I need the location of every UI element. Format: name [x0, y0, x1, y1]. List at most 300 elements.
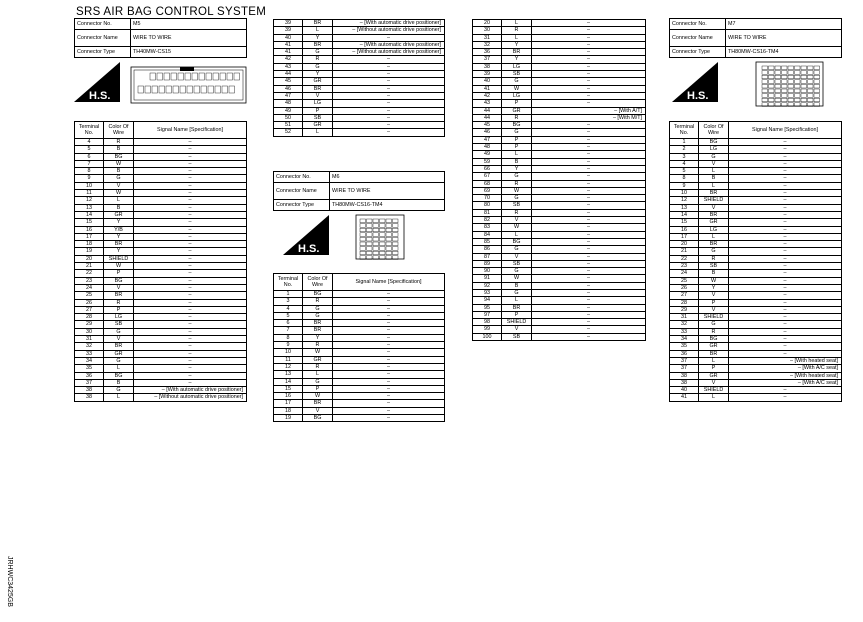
terminal-no: 85 [473, 238, 502, 245]
wire-color: G [303, 305, 333, 312]
signal-name: – [134, 153, 247, 160]
wire-color: G [303, 49, 333, 56]
table-row [670, 365, 842, 372]
connector-cavity [795, 84, 801, 88]
connector-cavity [788, 84, 794, 88]
signal-name: – [134, 372, 247, 379]
connector-cavity [393, 233, 399, 237]
wire-color: GR [303, 356, 333, 363]
signal-name: – [134, 160, 247, 167]
connector-cavity [795, 89, 801, 93]
wire-color: W [502, 224, 532, 231]
connector-cavity [795, 75, 801, 79]
m6-connector-type: TH80MW-CS16-TM4 [330, 200, 445, 211]
table-row [473, 275, 646, 282]
connector-cavity [386, 228, 392, 232]
table-row [473, 78, 646, 85]
signal-name: – [532, 246, 646, 253]
terminal-no: 13 [75, 204, 104, 211]
table-row [274, 363, 445, 370]
terminal-no: 29 [75, 321, 104, 328]
wire-color: GR [303, 122, 333, 129]
wire-color: BR [303, 327, 333, 334]
terminal-no: 81 [473, 209, 502, 216]
connector-cavity [769, 80, 775, 84]
wire-color: SHIELD [699, 387, 729, 394]
wire-color: W [502, 85, 532, 92]
signal-name: – [532, 260, 646, 267]
wire-color: V [699, 306, 729, 313]
wire-color: Y [303, 34, 333, 41]
signal-name: – [134, 365, 247, 372]
signal-name: – [333, 63, 445, 70]
signal-name: – [134, 292, 247, 299]
table-row [670, 350, 842, 357]
terminal-no: 90 [473, 268, 502, 275]
wire-color: P [303, 107, 333, 114]
signal-name: – [333, 320, 445, 327]
wire-color: LG [502, 92, 532, 99]
connector-cavity [208, 86, 214, 93]
signal-name: – [333, 363, 445, 370]
terminal-no: 30 [473, 27, 502, 34]
table-row [274, 400, 445, 407]
table-row [473, 217, 646, 224]
wire-color: BR [303, 85, 333, 92]
table-row [473, 56, 646, 63]
signal-name: – [729, 394, 842, 401]
signal-name: – [134, 263, 247, 270]
terminal-no: 37 [473, 56, 502, 63]
table-row [75, 270, 247, 277]
connector-cavity [373, 242, 379, 246]
terminal-no: 24 [670, 270, 699, 277]
table-row [75, 160, 247, 167]
signal-name: – [333, 356, 445, 363]
wire-color: BR [104, 292, 134, 299]
signal-name: – [With automatic drive positioner] [333, 20, 445, 27]
wire-color: BR [303, 41, 333, 48]
table-row [473, 289, 646, 296]
connector-cavity [220, 73, 226, 80]
connector-cavity [367, 219, 373, 223]
connector-cavity [814, 80, 820, 84]
terminal-no: 1 [274, 291, 303, 298]
m5-connector-type: TH40MW-CS15 [131, 47, 247, 58]
table-row [670, 387, 842, 394]
terminal-no: 6 [274, 320, 303, 327]
table-row [473, 319, 646, 326]
connector-cavity [775, 84, 781, 88]
signal-name: – [729, 160, 842, 167]
connector-cavity [380, 242, 386, 246]
connector-type-label: Connector Type [274, 200, 330, 211]
terminal-no: 39 [274, 20, 303, 27]
table-row [274, 305, 445, 312]
terminal-no: 19 [274, 415, 303, 422]
signal-name: – [729, 248, 842, 255]
terminal-header: Terminal No. [274, 274, 303, 291]
wire-color: G [104, 175, 134, 182]
terminal-no: 45 [274, 78, 303, 85]
table-row [75, 219, 247, 226]
signal-name: – [532, 27, 646, 34]
wire-color: LG [104, 314, 134, 321]
connector-cavity [801, 75, 807, 79]
table-row [670, 314, 842, 321]
wire-color: L [303, 129, 333, 136]
connector-cavity [367, 237, 373, 241]
signal-name: – [729, 336, 842, 343]
wire-color: W [104, 160, 134, 167]
wire-color: L [104, 394, 134, 401]
terminal-no: 47 [274, 92, 303, 99]
signal-name: – [729, 284, 842, 291]
wire-color: SB [502, 333, 532, 340]
signal-name: – [532, 289, 646, 296]
connector-cavity [814, 94, 820, 98]
terminal-no: 33 [670, 328, 699, 335]
terminal-no: 14 [274, 378, 303, 385]
signal-name: – [532, 217, 646, 224]
table-row [75, 314, 247, 321]
connector-cavity [173, 86, 179, 93]
connector-cavity [782, 89, 788, 93]
table-row [75, 211, 247, 218]
terminal-no: 38 [473, 63, 502, 70]
color-header: Color Of Wire [303, 274, 333, 291]
terminal-no: 4 [75, 139, 104, 146]
connector-cavity [180, 86, 186, 93]
terminal-no: 12 [670, 197, 699, 204]
wire-color: V [502, 253, 532, 260]
table-row [670, 241, 842, 248]
connector-cavity [373, 224, 379, 228]
m6-connector-no: M6 [330, 172, 445, 183]
table-row [75, 321, 247, 328]
table-row [473, 326, 646, 333]
terminal-no: 33 [75, 350, 104, 357]
terminal-no: 10 [75, 182, 104, 189]
connector-cavity [164, 73, 170, 80]
signal-name: – [729, 182, 842, 189]
wire-color: GR [303, 78, 333, 85]
signal-name: – [134, 299, 247, 306]
table-row [473, 180, 646, 187]
signal-name: – [532, 180, 646, 187]
m7-connector-no: M7 [726, 19, 842, 30]
wire-color: W [502, 275, 532, 282]
terminal-no: 10 [670, 190, 699, 197]
m6-connector-info [273, 171, 445, 211]
table-row [473, 195, 646, 202]
terminal-no: 32 [473, 41, 502, 48]
table-row [473, 144, 646, 151]
connector-cavity [380, 251, 386, 255]
signal-name: – [532, 100, 646, 107]
terminal-no: 15 [670, 219, 699, 226]
m5-connector-no: M5 [131, 19, 247, 30]
connector-cavity [206, 73, 212, 80]
wire-color: SB [699, 263, 729, 270]
connector-cavity [234, 73, 240, 80]
signal-name: – [532, 209, 646, 216]
connector-cavity [801, 80, 807, 84]
signal-name: – [333, 114, 445, 121]
wire-color: Y [303, 71, 333, 78]
table-row [670, 299, 842, 306]
signal-name: – [Without automatic drive positioner] [333, 27, 445, 34]
signal-name: – [134, 182, 247, 189]
signal-name: – [532, 34, 646, 41]
connector-type-label: Connector Type [670, 47, 726, 58]
connector-cavity [171, 73, 177, 80]
wire-color: G [502, 289, 532, 296]
connector-cavity [795, 80, 801, 84]
table-row [473, 224, 646, 231]
wire-color: R [303, 298, 333, 305]
signal-name: – [532, 304, 646, 311]
signal-name: – [532, 238, 646, 245]
table-row [75, 182, 247, 189]
wire-color: SB [502, 71, 532, 78]
terminal-no: 34 [670, 336, 699, 343]
connector-cavity [808, 94, 814, 98]
connector-cavity [788, 80, 794, 84]
signal-name: – [729, 270, 842, 277]
table-row [274, 56, 445, 63]
connector-cavity [380, 224, 386, 228]
connector-cavity [814, 71, 820, 75]
terminal-no: 11 [75, 190, 104, 197]
connector-cavity [775, 94, 781, 98]
terminal-header: Terminal No. [670, 122, 699, 139]
terminal-no: 41 [274, 41, 303, 48]
wire-color: P [502, 100, 532, 107]
connector-cavity [762, 75, 768, 79]
signal-name: – [134, 190, 247, 197]
signal-name: – [729, 299, 842, 306]
wire-color: G [104, 328, 134, 335]
signal-name: – [729, 226, 842, 233]
wire-color: R [502, 114, 532, 121]
connector-cavity [788, 75, 794, 79]
connector-cavity [814, 66, 820, 70]
table-row [75, 255, 247, 262]
table-row [75, 175, 247, 182]
terminal-no: 45 [473, 122, 502, 129]
connector-cavity [393, 251, 399, 255]
connector-cavity [373, 228, 379, 232]
m5-terminal-table-continued [273, 19, 445, 137]
wire-color: Y/B [104, 226, 134, 233]
wire-color: Y [104, 219, 134, 226]
wire-color: BG [502, 122, 532, 129]
signal-name: – [134, 277, 247, 284]
signal-name: – [532, 63, 646, 70]
signal-name: – [532, 195, 646, 202]
signal-name: – [532, 202, 646, 209]
terminal-no: 3 [670, 153, 699, 160]
wire-color: SB [104, 321, 134, 328]
signal-name: – [333, 415, 445, 422]
connector-cavity [782, 71, 788, 75]
table-row [75, 379, 247, 386]
table-row [75, 365, 247, 372]
table-row [473, 260, 646, 267]
wire-color: G [502, 195, 532, 202]
connector-cavity [808, 84, 814, 88]
terminal-no: 51 [274, 122, 303, 129]
connector-cavity [386, 219, 392, 223]
wire-color: BR [699, 190, 729, 197]
connector-name-label: Connector Name [75, 30, 131, 47]
wire-color: R [104, 299, 134, 306]
connector-cavity [769, 98, 775, 102]
table-row [670, 226, 842, 233]
signal-name: – [532, 333, 646, 340]
terminal-no: 42 [274, 56, 303, 63]
terminal-no: 21 [75, 263, 104, 270]
wire-color: GR [699, 343, 729, 350]
signal-name: – [134, 146, 247, 153]
terminal-no: 97 [473, 311, 502, 318]
connector-cavity [360, 237, 366, 241]
signal-name: – [333, 100, 445, 107]
table-row [473, 27, 646, 34]
terminal-no: 84 [473, 231, 502, 238]
wire-color: L [502, 297, 532, 304]
wire-color: SHIELD [699, 314, 729, 321]
signal-name: – [134, 379, 247, 386]
m6-connector-name: WIRE TO WIRE [330, 183, 445, 200]
signal-name: – [134, 226, 247, 233]
connector-cavity [380, 233, 386, 237]
terminal-no: 14 [75, 211, 104, 218]
wire-color: G [699, 153, 729, 160]
connector-no-label: Connector No. [274, 172, 330, 183]
connector-cavity [367, 228, 373, 232]
terminal-no: 28 [75, 314, 104, 321]
signal-name: – [333, 92, 445, 99]
wire-color: LG [303, 100, 333, 107]
connector-cavity [795, 66, 801, 70]
connector-cavity [215, 86, 221, 93]
connector-cavity [814, 98, 820, 102]
table-row [473, 151, 646, 158]
signal-name: – [532, 275, 646, 282]
terminal-no: 7 [274, 327, 303, 334]
table-row [473, 165, 646, 172]
wire-color: Y [104, 248, 134, 255]
table-row [670, 263, 842, 270]
terminal-no: 2 [670, 146, 699, 153]
signal-name: – [134, 233, 247, 240]
wire-color: GR [104, 350, 134, 357]
table-row [75, 146, 247, 153]
table-row [75, 248, 247, 255]
wire-color: G [502, 129, 532, 136]
terminal-no: 16 [75, 226, 104, 233]
signal-name: – [532, 56, 646, 63]
connector-name-label: Connector Name [274, 183, 330, 200]
terminal-no: 17 [274, 400, 303, 407]
terminal-no: 22 [75, 270, 104, 277]
terminal-no: 3 [274, 298, 303, 305]
wire-color: Y [303, 334, 333, 341]
table-row [75, 372, 247, 379]
wire-color: BG [699, 336, 729, 343]
wire-color: B [502, 158, 532, 165]
signal-header: Signal Name [Specification] [333, 274, 445, 291]
wire-color: L [699, 357, 729, 364]
table-row [473, 71, 646, 78]
table-row [75, 299, 247, 306]
signal-name: – [With A/T] [532, 107, 646, 114]
terminal-no: 91 [473, 275, 502, 282]
terminal-no: 44 [473, 114, 502, 121]
table-row [670, 357, 842, 364]
wire-color: P [502, 311, 532, 318]
wire-color: L [699, 168, 729, 175]
table-row [670, 248, 842, 255]
signal-name: – [134, 168, 247, 175]
table-row [670, 219, 842, 226]
wire-color: R [303, 56, 333, 63]
wire-color: G [502, 173, 532, 180]
connector-cavity [782, 98, 788, 102]
signal-name: – [532, 326, 646, 333]
wire-color: SHIELD [699, 197, 729, 204]
terminal-no: 26 [670, 284, 699, 291]
terminal-no: 82 [473, 217, 502, 224]
wire-color: G [104, 357, 134, 364]
terminal-no: 18 [75, 241, 104, 248]
table-row [274, 41, 445, 48]
terminal-no: 17 [670, 233, 699, 240]
connector-cavity [801, 98, 807, 102]
terminal-no: 68 [473, 180, 502, 187]
table-row [473, 158, 646, 165]
table-row [274, 107, 445, 114]
terminal-no: 25 [670, 277, 699, 284]
connector-cavity [360, 247, 366, 251]
table-row [274, 114, 445, 121]
terminal-no: 40 [670, 387, 699, 394]
table-row [473, 100, 646, 107]
table-row [473, 129, 646, 136]
wire-color: G [502, 246, 532, 253]
wire-color: P [699, 365, 729, 372]
signal-name: – [With heated seat] [729, 372, 842, 379]
wire-color: L [699, 233, 729, 240]
connector-cavity [769, 75, 775, 79]
table-row [473, 209, 646, 216]
connector-cavity [185, 73, 191, 80]
terminal-no: 40 [473, 78, 502, 85]
signal-name: – [134, 219, 247, 226]
wire-color: SHIELD [502, 319, 532, 326]
wire-color: BG [104, 153, 134, 160]
signal-name: – [333, 378, 445, 385]
terminal-no: 22 [670, 255, 699, 262]
m5-connector-name: WIRE TO WIRE [131, 30, 247, 47]
m5-connector-info [74, 18, 247, 58]
signal-name: – [532, 129, 646, 136]
connector-cavity [775, 71, 781, 75]
terminal-no: 43 [274, 63, 303, 70]
wire-color: Y [502, 165, 532, 172]
